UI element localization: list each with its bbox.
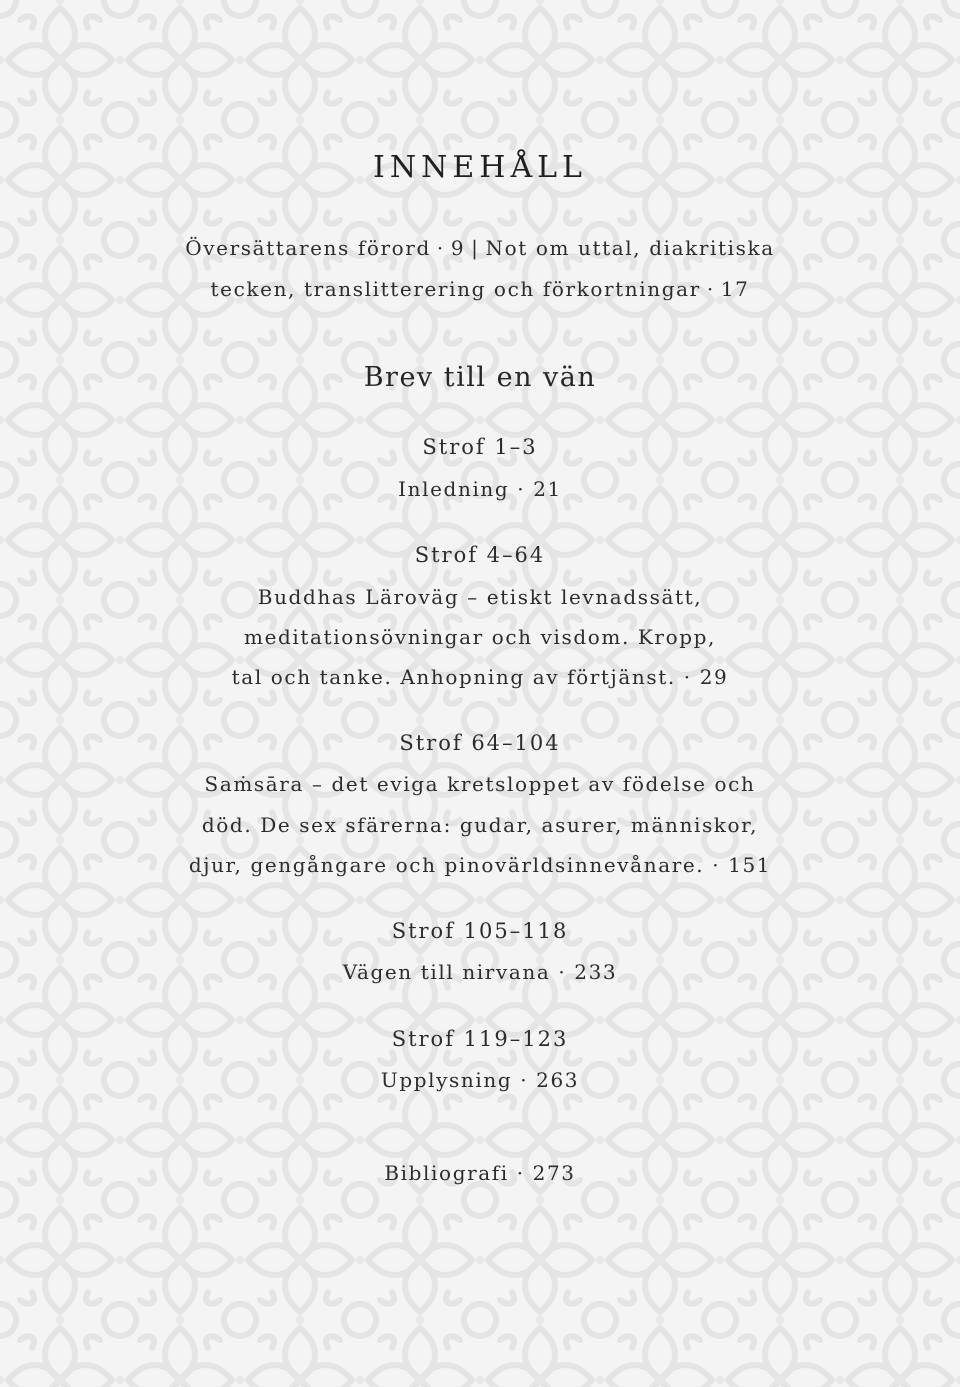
toc-page-number: 9 (450, 236, 466, 260)
toc-entry-vagen-till-nirvana[interactable]: Vägen till nirvana · 233 (342, 960, 618, 984)
section-heading-strof-64-104: Strof 64–104 (399, 731, 561, 755)
toc-entry-note-on-pronunciation[interactable]: Not om uttal, diakritiska (485, 236, 775, 260)
toc-entry-samsara-line-2[interactable]: död. De sex sfärerna: gudar, asurer, människor, (201, 813, 759, 837)
toc-page-number: 17 (720, 277, 750, 301)
toc-intro-line-1 (0, 235, 960, 261)
toc-entry-samsara-line-3[interactable]: djur, gengångare och pinovärldsinnevånare. · 151 (188, 853, 772, 877)
part-title: Brev till en vän (363, 362, 597, 393)
toc-entry-bibliografi[interactable]: Bibliografi · 273 (384, 1161, 576, 1185)
section-heading-strof-119-123: Strof 119–123 (391, 1027, 569, 1051)
toc-entry-inledning[interactable]: Inledning · 21 (398, 477, 562, 501)
dot-separator: · (706, 277, 715, 301)
toc-entry-upplysning[interactable]: Upplysning · 263 (380, 1068, 580, 1092)
dot-separator: · (436, 236, 445, 260)
toc-entry-note-on-pronunciation-cont[interactable]: tecken, translitterering och förkortningar (210, 277, 701, 301)
toc-entry-translators-preface[interactable]: Översättarens förord (185, 236, 431, 260)
section-heading-strof-105-118: Strof 105–118 (391, 919, 569, 943)
bar-separator: | (471, 236, 480, 260)
toc-entry-laroväg-line-1[interactable]: Buddhas Läroväg – etiskt levnadssätt, (257, 585, 703, 609)
page-title: INNEHÅLL (373, 150, 587, 185)
toc-intro-line-2 (0, 276, 960, 302)
section-heading-strof-4-64: Strof 4–64 (414, 543, 546, 567)
toc-entry-laroväg-line-3[interactable]: tal och tanke. Anhopning av förtjänst. · 29 (231, 665, 729, 689)
toc-entry-samsara-line-1[interactable]: Saṁsāra – det eviga kretsloppet av födelse och (204, 772, 756, 796)
toc-entry-laroväg-line-2[interactable]: meditationsövningar och visdom. Kropp, (244, 625, 716, 649)
section-heading-strof-1-3: Strof 1–3 (422, 435, 538, 459)
